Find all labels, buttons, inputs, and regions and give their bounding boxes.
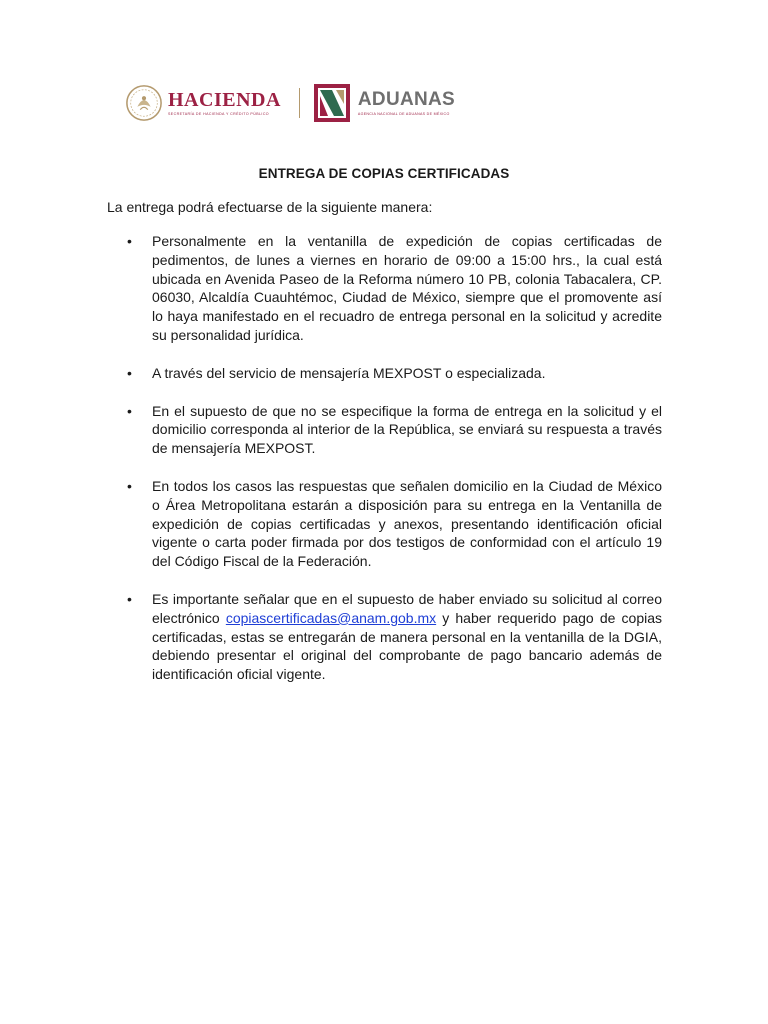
list-item [107,590,662,684]
document-title: ENTREGA DE COPIAS CERTIFICADAS [258,166,510,181]
hacienda-subtitle: SECRETARÍA DE HACIENDA Y CRÉDITO PÚBLICO [168,112,270,116]
aduanas-title: ADUANAS [357,89,456,110]
email-link[interactable]: copiascertificadas@anam.gob.mx [225,609,437,626]
list-item [107,232,662,345]
aduanas-logo-icon [314,84,350,122]
intro-text: La entrega podrá efectuarse de la siguiente manera: [107,199,433,215]
logo-divider [299,88,300,118]
bullet-icon: • [127,590,132,607]
aduanas-brand [358,89,455,117]
list-item-text: Personalmente en la ventanilla de expedición de copias certificadas de pedimentos, de lunes a viernes en horario de 09:00 a 15:00 hrs., la cual está ubicada en Avenida Paseo de la Reforma número 10 PB, colonia Tabacalera, CP. 06030, Alcaldía Cuauhtémoc, Ciudad de México, siempre que el promovente así lo haya manifestado en el recuadro de entrega personal en la solicitud y acredite su personalidad jurídica. [152,233,662,343]
bullet-icon: • [127,364,132,381]
list-item-text-before: Es importante señalar que en el supuesto de haber enviado su solicitud al correo electrónico [152,590,662,626]
list-item [107,364,662,383]
list-item [107,402,662,458]
list-item [107,477,662,571]
list-item-text: A través del servicio de mensajería MEXPOST o especializada. [152,364,546,381]
national-seal-icon [125,84,163,122]
list-item-text: En todos los casos las respuestas que señalen domicilio en la Ciudad de México o Área Metropolitana estarán a disposición para su entrega en la Ventanilla de expedición de copias certificadas y anexos, presentando identificación oficial vigente o carta poder firmada por dos testigos de conformidad con el artículo 19 del Código Fiscal de la Federación. [152,477,662,570]
list-item-text-after: y haber requerido pago de copias certificadas, estas se entregarán de manera personal en la ventanilla de la DGIA, debiendo presentar el original del comprobante de pago bancario además de identificación oficial vigente. [152,609,663,683]
bullet-icon: • [127,402,132,419]
aduanas-subtitle: AGENCIA NACIONAL DE ADUANAS DE MÉXICO [357,112,450,116]
hacienda-title: HACIENDA [168,89,281,111]
header-logos [125,80,455,126]
hacienda-brand [168,89,281,117]
delivery-options-list [107,232,662,703]
list-item-text: En el supuesto de que no se especifique la forma de entrega en la solicitud y el domicilio corresponda al interior de la República, se enviará su respuesta a través de mensajería MEXPOST. [152,402,662,457]
bullet-icon: • [127,233,132,249]
bullet-icon: • [127,477,132,494]
